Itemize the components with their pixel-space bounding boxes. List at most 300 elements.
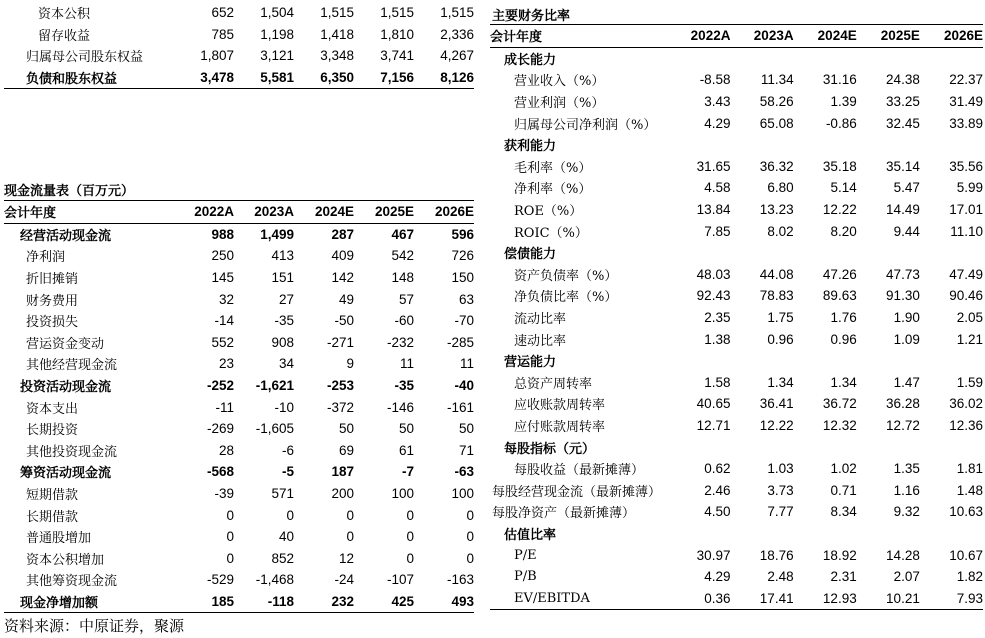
row-label: 资本支出 — [26, 401, 79, 417]
cell: 5.47 — [893, 180, 920, 196]
table-row — [4, 526, 474, 548]
cell: 988 — [211, 226, 234, 242]
cell: 11.34 — [760, 72, 794, 88]
row-label: 每股收益（最新摊薄） — [514, 463, 645, 479]
table-row — [490, 479, 983, 501]
row-label: 流动比率 — [514, 312, 567, 328]
cell — [794, 47, 857, 69]
cell: 6,350 — [294, 67, 354, 89]
cell: -1,468 — [255, 572, 294, 588]
cell — [857, 47, 920, 69]
table-row — [490, 587, 983, 609]
cell: -60 — [394, 313, 414, 329]
cell: 2,336 — [440, 26, 474, 42]
cell: 31.49 — [949, 94, 983, 110]
cell: 1.39 — [830, 94, 857, 110]
cell: 11 — [399, 356, 414, 372]
cell: 1,515 — [320, 5, 354, 21]
row-label: 经营活动现金流 — [20, 228, 112, 244]
cell: 32.45 — [886, 115, 920, 131]
cell: 3,741 — [380, 48, 414, 64]
cell: 100 — [391, 486, 414, 502]
section-row — [490, 523, 983, 545]
cell: 12.72 — [886, 417, 920, 433]
row-label: 归属母公司股东权益 — [26, 50, 144, 66]
header-label: 会计年度 — [4, 201, 180, 224]
row-label: 其他筹资现金流 — [26, 574, 118, 590]
row-label: 估值比率 — [504, 527, 557, 543]
cell: 8.20 — [830, 223, 857, 239]
cell: -7 — [401, 464, 414, 480]
cell — [730, 242, 793, 264]
cell: 10.21 — [857, 587, 920, 609]
cell: 596 — [451, 226, 474, 242]
cell: 36.72 — [822, 396, 857, 412]
cell: 1.59 — [956, 374, 983, 390]
cell: 13.84 — [696, 202, 731, 218]
cell: -161 — [446, 399, 474, 415]
cell: 1.82 — [956, 569, 983, 585]
source-note: 资料来源：中原证券，聚源 — [4, 617, 185, 635]
cell: 413 — [271, 248, 294, 264]
cell: -39 — [214, 486, 234, 502]
section-row — [490, 436, 983, 458]
cell: 467 — [391, 226, 414, 242]
cell: 1.48 — [956, 482, 983, 498]
row-label: 长期投资 — [26, 423, 79, 439]
cell: 1.81 — [956, 461, 983, 477]
table-row — [4, 396, 474, 418]
cell: 5.14 — [830, 180, 857, 196]
cell: 1,499 — [260, 226, 294, 242]
year-header: 2026E — [920, 25, 983, 48]
cell: 1.21 — [956, 331, 983, 347]
cell: -24 — [334, 572, 354, 588]
cell: 47.49 — [949, 266, 983, 282]
cell: 3.73 — [767, 482, 794, 498]
cell: 50 — [398, 421, 414, 437]
cell — [920, 436, 983, 458]
cell — [678, 350, 730, 372]
row-label: 总资产周转率 — [514, 376, 593, 392]
cell — [678, 134, 730, 156]
cell: 542 — [391, 248, 414, 264]
cell: 571 — [271, 486, 294, 502]
table-row — [4, 288, 474, 310]
cell: 0.96 — [830, 331, 857, 347]
cell — [678, 436, 730, 458]
cell: 8,126 — [414, 67, 474, 89]
cell: 31.16 — [822, 72, 857, 88]
section-row — [490, 350, 983, 372]
ratios-header-row — [490, 25, 983, 48]
cell: 24.38 — [886, 72, 920, 88]
section-row — [490, 242, 983, 264]
row-label: 营业利润（%） — [514, 96, 605, 112]
cell: 0 — [226, 550, 234, 566]
cell: 18.92 — [822, 547, 857, 563]
table-row — [490, 501, 983, 523]
cell: 0 — [466, 507, 474, 523]
cell: 33.25 — [886, 94, 920, 110]
cell: 48.03 — [696, 266, 731, 282]
cell — [730, 523, 793, 545]
cell: 3,348 — [320, 48, 354, 64]
table-row — [490, 156, 983, 178]
row-label: ROIC（%） — [514, 225, 588, 241]
cell: 5.99 — [956, 180, 983, 196]
cell: 18.76 — [759, 547, 794, 563]
cell: 2.31 — [830, 569, 857, 585]
table-row — [4, 418, 474, 440]
cell: 14.49 — [886, 202, 920, 218]
cell: -70 — [454, 313, 474, 329]
row-label: 成长能力 — [504, 52, 557, 68]
table-row — [490, 328, 983, 350]
row-label: 应收账款周转率 — [514, 398, 606, 414]
table-row — [490, 458, 983, 480]
cell: 28 — [218, 442, 234, 458]
row-label: 现金净增加额 — [4, 591, 180, 613]
cell: 1,418 — [320, 26, 354, 42]
row-label: 资本公积增加 — [26, 552, 105, 568]
row-label: 速动比率 — [514, 333, 567, 349]
cell: 2.35 — [704, 310, 731, 326]
cell — [794, 436, 857, 458]
cell: -11 — [215, 399, 234, 415]
cash-flow-title: 现金流量表（百万元） — [4, 184, 135, 199]
cell: 14.28 — [886, 547, 920, 563]
cell: -1,621 — [255, 378, 294, 394]
table-row — [490, 393, 983, 415]
cell: 0 — [226, 529, 234, 545]
cell: 50 — [338, 421, 354, 437]
cell: 409 — [331, 248, 354, 264]
cell: 1,504 — [260, 5, 294, 21]
cell: 0 — [346, 507, 354, 523]
table-row — [490, 307, 983, 329]
cell: 36.28 — [886, 396, 920, 412]
table-row — [490, 177, 983, 199]
row-label: 净利润 — [26, 250, 66, 266]
table-row — [4, 223, 474, 245]
cell: 0.62 — [704, 461, 731, 477]
table-row — [490, 415, 983, 437]
row-label: 净利率（%） — [514, 182, 592, 198]
cell: 4.58 — [704, 180, 731, 196]
table-row — [4, 461, 474, 483]
row-label: 应付账款周转率 — [514, 419, 606, 435]
cell: 4.29 — [704, 569, 731, 585]
cell: 1,807 — [200, 48, 234, 64]
cell: 12.32 — [822, 417, 857, 433]
cell: 9 — [346, 356, 354, 372]
section-row — [490, 47, 983, 69]
ratios-title: 主要财务比率 — [492, 9, 571, 24]
cell: 1.38 — [704, 331, 731, 347]
cell: 187 — [331, 464, 354, 480]
cell: 30.97 — [696, 547, 731, 563]
table-row — [490, 112, 983, 134]
row-label: 每股指标（元） — [504, 441, 596, 457]
row-label: P/B — [514, 569, 537, 585]
cell: 5,581 — [234, 67, 294, 89]
row-label: 营业收入（%） — [514, 74, 605, 90]
cell — [857, 436, 920, 458]
cell: 0 — [466, 529, 474, 545]
cell: 4.50 — [704, 504, 731, 520]
cell: 287 — [331, 226, 354, 242]
cell — [920, 350, 983, 372]
table-row — [490, 544, 983, 566]
cell: 9.44 — [893, 223, 920, 239]
table-row — [4, 267, 474, 289]
cell: -5 — [281, 464, 294, 480]
cell: 100 — [451, 486, 474, 502]
cell — [678, 47, 730, 69]
cell: 12 — [338, 550, 354, 566]
cell: 78.83 — [759, 288, 794, 304]
cell: 7.85 — [704, 223, 731, 239]
cell: 3.43 — [704, 94, 731, 110]
cell: 232 — [294, 591, 354, 613]
row-label: P/E — [514, 547, 537, 563]
row-label: 净负债比率（%） — [514, 290, 618, 306]
cell: 32 — [218, 291, 234, 307]
cell: 1,198 — [260, 26, 294, 42]
cell: 1.16 — [893, 482, 920, 498]
cell: 12.36 — [949, 417, 983, 433]
row-label: 留存收益 — [38, 28, 91, 44]
cell: 0 — [406, 550, 414, 566]
table-row — [490, 264, 983, 286]
cell: 89.63 — [822, 288, 857, 304]
table-row — [4, 310, 474, 332]
cell — [920, 523, 983, 545]
cell: 1.02 — [830, 461, 857, 477]
table-row — [4, 332, 474, 354]
cell: 35.14 — [886, 158, 920, 174]
table-row — [4, 483, 474, 505]
cell — [920, 242, 983, 264]
cell: 33.89 — [949, 115, 983, 131]
table-row — [4, 591, 474, 613]
row-label: 普通股增加 — [26, 531, 92, 547]
cell: 10.63 — [949, 504, 983, 520]
table-row — [4, 569, 474, 591]
year-header: 2022A — [180, 201, 234, 224]
cell: 17.01 — [949, 202, 983, 218]
cell: 1.90 — [893, 310, 920, 326]
cell — [794, 134, 857, 156]
cell — [794, 350, 857, 372]
cell: 145 — [211, 270, 234, 286]
row-label: 毛利率（%） — [514, 160, 592, 176]
table-row — [490, 199, 983, 221]
cell: 22.37 — [949, 72, 983, 88]
cell: 47.26 — [822, 266, 857, 282]
row-label: 其他经营现金流 — [26, 358, 118, 374]
cell: 0.96 — [767, 331, 794, 347]
row-label: 归属母公司净利润（%） — [514, 117, 657, 133]
table-row — [4, 353, 474, 375]
cell — [794, 242, 857, 264]
cell: -50 — [334, 313, 354, 329]
year-header: 2023A — [730, 25, 793, 48]
cell: -269 — [206, 421, 234, 437]
row-label: 资本公积 — [38, 7, 91, 23]
ratios-table — [490, 24, 983, 610]
cash-flow-header-row — [4, 201, 474, 224]
cell: 90.46 — [949, 288, 983, 304]
cell: 0.36 — [678, 587, 730, 609]
table-row — [4, 245, 474, 267]
cell: 8.34 — [830, 504, 857, 520]
row-label: 获利能力 — [504, 139, 557, 155]
cell: 63 — [458, 291, 474, 307]
cell: 1,810 — [380, 26, 414, 42]
cell: 0 — [406, 507, 414, 523]
cell: 3,478 — [180, 67, 234, 89]
row-label: 长期借款 — [26, 509, 79, 525]
cell: 2.46 — [704, 482, 731, 498]
section-row — [490, 134, 983, 156]
cell — [730, 436, 793, 458]
row-label: 财务费用 — [26, 293, 79, 309]
row-label: 折旧摊销 — [26, 272, 79, 288]
cell: 425 — [354, 591, 414, 613]
cell: 35.56 — [949, 158, 983, 174]
year-header: 2025E — [857, 25, 920, 48]
table-row — [4, 440, 474, 462]
cell: 151 — [271, 270, 294, 286]
cell: 1.35 — [893, 461, 920, 477]
row-label: EV/EBITDA — [490, 587, 678, 609]
bs-total-row — [4, 67, 474, 89]
cell: 92.43 — [696, 288, 731, 304]
cell: 200 — [331, 486, 354, 502]
row-label: ROE（%） — [514, 204, 583, 220]
balance-sheet-tail-table — [4, 2, 474, 89]
cell: 12.22 — [759, 417, 794, 433]
cell: 2.48 — [767, 569, 794, 585]
cell: 11.10 — [950, 223, 983, 239]
cell — [920, 134, 983, 156]
cell: 7.93 — [920, 587, 983, 609]
cell: 2.05 — [956, 310, 983, 326]
cell: -118 — [234, 591, 294, 613]
cell: 0 — [406, 529, 414, 545]
cell: 785 — [211, 26, 234, 42]
row-label: 投资损失 — [26, 315, 79, 331]
row-label: 资产负债率（%） — [514, 268, 618, 284]
cell: -0.86 — [825, 115, 857, 131]
cell: 40.65 — [696, 396, 731, 412]
cell — [857, 134, 920, 156]
cell: 8.02 — [767, 223, 794, 239]
cell: -6 — [281, 442, 294, 458]
cell: 3,121 — [260, 48, 294, 64]
cell: -107 — [386, 572, 414, 588]
cell: 6.80 — [767, 180, 794, 196]
row-label: 每股经营现金流（最新摊薄） — [492, 484, 662, 500]
year-header: 2023A — [234, 201, 294, 224]
bs-row — [4, 45, 474, 67]
cell: 10.67 — [949, 547, 983, 563]
cell: -146 — [386, 399, 414, 415]
table-row — [490, 372, 983, 394]
cell: 35.18 — [822, 158, 857, 174]
cell: -253 — [326, 378, 354, 394]
cell: 4.29 — [704, 115, 731, 131]
cell: 12.71 — [696, 417, 731, 433]
cell: -35 — [274, 313, 294, 329]
table-row — [4, 504, 474, 526]
cell: 0 — [466, 550, 474, 566]
row-label: 筹资活动现金流 — [20, 466, 112, 482]
cell: 150 — [451, 270, 474, 286]
cell: 27 — [278, 291, 294, 307]
cell: 13.23 — [759, 202, 794, 218]
cash-flow-table — [4, 200, 474, 613]
cell: 250 — [211, 248, 234, 264]
bs-row — [4, 2, 474, 24]
cell — [920, 47, 983, 69]
cell: 61 — [398, 442, 414, 458]
cell: 0.71 — [830, 482, 857, 498]
table-row — [4, 375, 474, 397]
cell: 69 — [338, 442, 354, 458]
cell: 1,515 — [380, 5, 414, 21]
cell: 11 — [459, 356, 474, 372]
cell: 49 — [338, 291, 354, 307]
cell: 0 — [346, 529, 354, 545]
cell: 9.32 — [893, 504, 920, 520]
year-header: 2025E — [354, 201, 414, 224]
cell: -10 — [274, 399, 294, 415]
bs-row — [4, 24, 474, 46]
cell: 552 — [211, 334, 234, 350]
cell: 1.76 — [830, 310, 857, 326]
cell: 1,515 — [440, 5, 474, 21]
cell: 185 — [180, 591, 234, 613]
cell: 71 — [458, 442, 474, 458]
row-label: 营运资金变动 — [26, 336, 105, 352]
cell: -35 — [394, 378, 414, 394]
cell: 0 — [226, 507, 234, 523]
cell: 7.77 — [767, 504, 794, 520]
row-label: 偿债能力 — [504, 247, 557, 263]
cell — [730, 134, 793, 156]
cell: 0 — [286, 507, 294, 523]
cell: 12.22 — [822, 202, 857, 218]
cell: 142 — [331, 270, 354, 286]
row-label: 其他投资现金流 — [26, 444, 118, 460]
cell: 4,267 — [440, 48, 474, 64]
cell: -232 — [386, 334, 414, 350]
cell: -271 — [326, 334, 354, 350]
year-header: 2022A — [678, 25, 730, 48]
cell: 1.03 — [767, 461, 794, 477]
table-row — [490, 91, 983, 113]
cell — [730, 350, 793, 372]
cell: 1.34 — [767, 374, 794, 390]
cell: 36.02 — [949, 396, 983, 412]
row-label: 营运能力 — [504, 355, 557, 371]
cell — [857, 350, 920, 372]
cell: 2.07 — [893, 569, 920, 585]
cell: -63 — [454, 464, 474, 480]
